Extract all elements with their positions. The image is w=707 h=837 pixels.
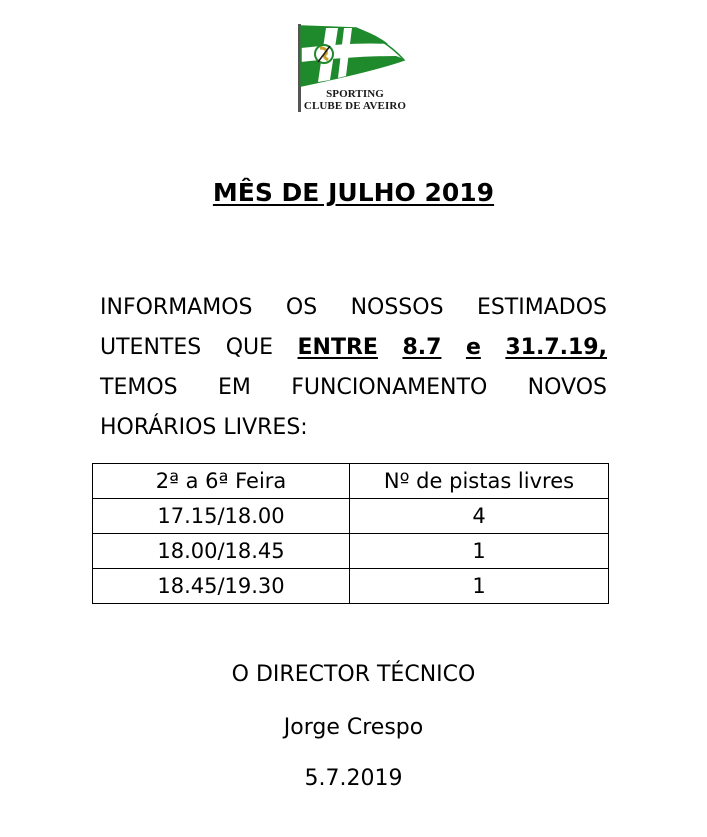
notice-line-4: [100, 408, 607, 448]
notice-word: TEMOS: [100, 375, 178, 400]
page-title: MÊS DE JULHO 2019: [212, 178, 495, 207]
table-row: [93, 499, 609, 534]
notice-line-3: [100, 368, 607, 408]
signature-date: 5.7.2019: [304, 766, 403, 791]
table-row: [93, 534, 609, 569]
signature-role: O DIRECTOR TÉCNICO: [231, 662, 476, 687]
notice-word: INFORMAMOS: [100, 295, 253, 320]
notice-line-1: [100, 288, 607, 328]
date-range-word: e: [465, 335, 481, 360]
date-range-word: 31.7.19,: [505, 335, 607, 360]
date-range-word: ENTRE: [297, 335, 378, 360]
free-lanes-cell: 4: [350, 499, 609, 534]
schedule-table: [92, 463, 609, 604]
time-slot-cell: 17.15/18.00: [93, 499, 350, 534]
notice-word: QUE: [225, 335, 274, 360]
notice-word: NOSSOS: [350, 295, 444, 320]
free-lanes-cell: 1: [350, 534, 609, 569]
club-name-line1: SPORTING: [326, 88, 384, 100]
column-header-days: 2ª a 6ª Feira: [93, 464, 350, 499]
time-slot-cell: 18.00/18.45: [93, 534, 350, 569]
table-header-row: [93, 464, 609, 499]
time-slot-cell: 18.45/19.30: [93, 569, 350, 604]
column-header-lanes: Nº de pistas livres: [350, 464, 609, 499]
notice-word: UTENTES: [100, 335, 202, 360]
notice-word: ESTIMADOS: [476, 295, 607, 320]
table-row: [93, 569, 609, 604]
signature-name: Jorge Crespo: [283, 715, 424, 740]
notice-word: HORÁRIOS LIVRES:: [100, 415, 308, 440]
notice-word: OS: [285, 295, 318, 320]
notice-word: NOVOS: [527, 375, 607, 400]
club-name-line2: CLUBE DE AVEIRO: [303, 100, 407, 112]
notice-line-2: [100, 328, 607, 368]
notice-word: FUNCIONAMENTO: [291, 375, 488, 400]
free-lanes-cell: 1: [350, 569, 609, 604]
notice-word: EM: [218, 375, 251, 400]
date-range-word: 8.7: [402, 335, 442, 360]
